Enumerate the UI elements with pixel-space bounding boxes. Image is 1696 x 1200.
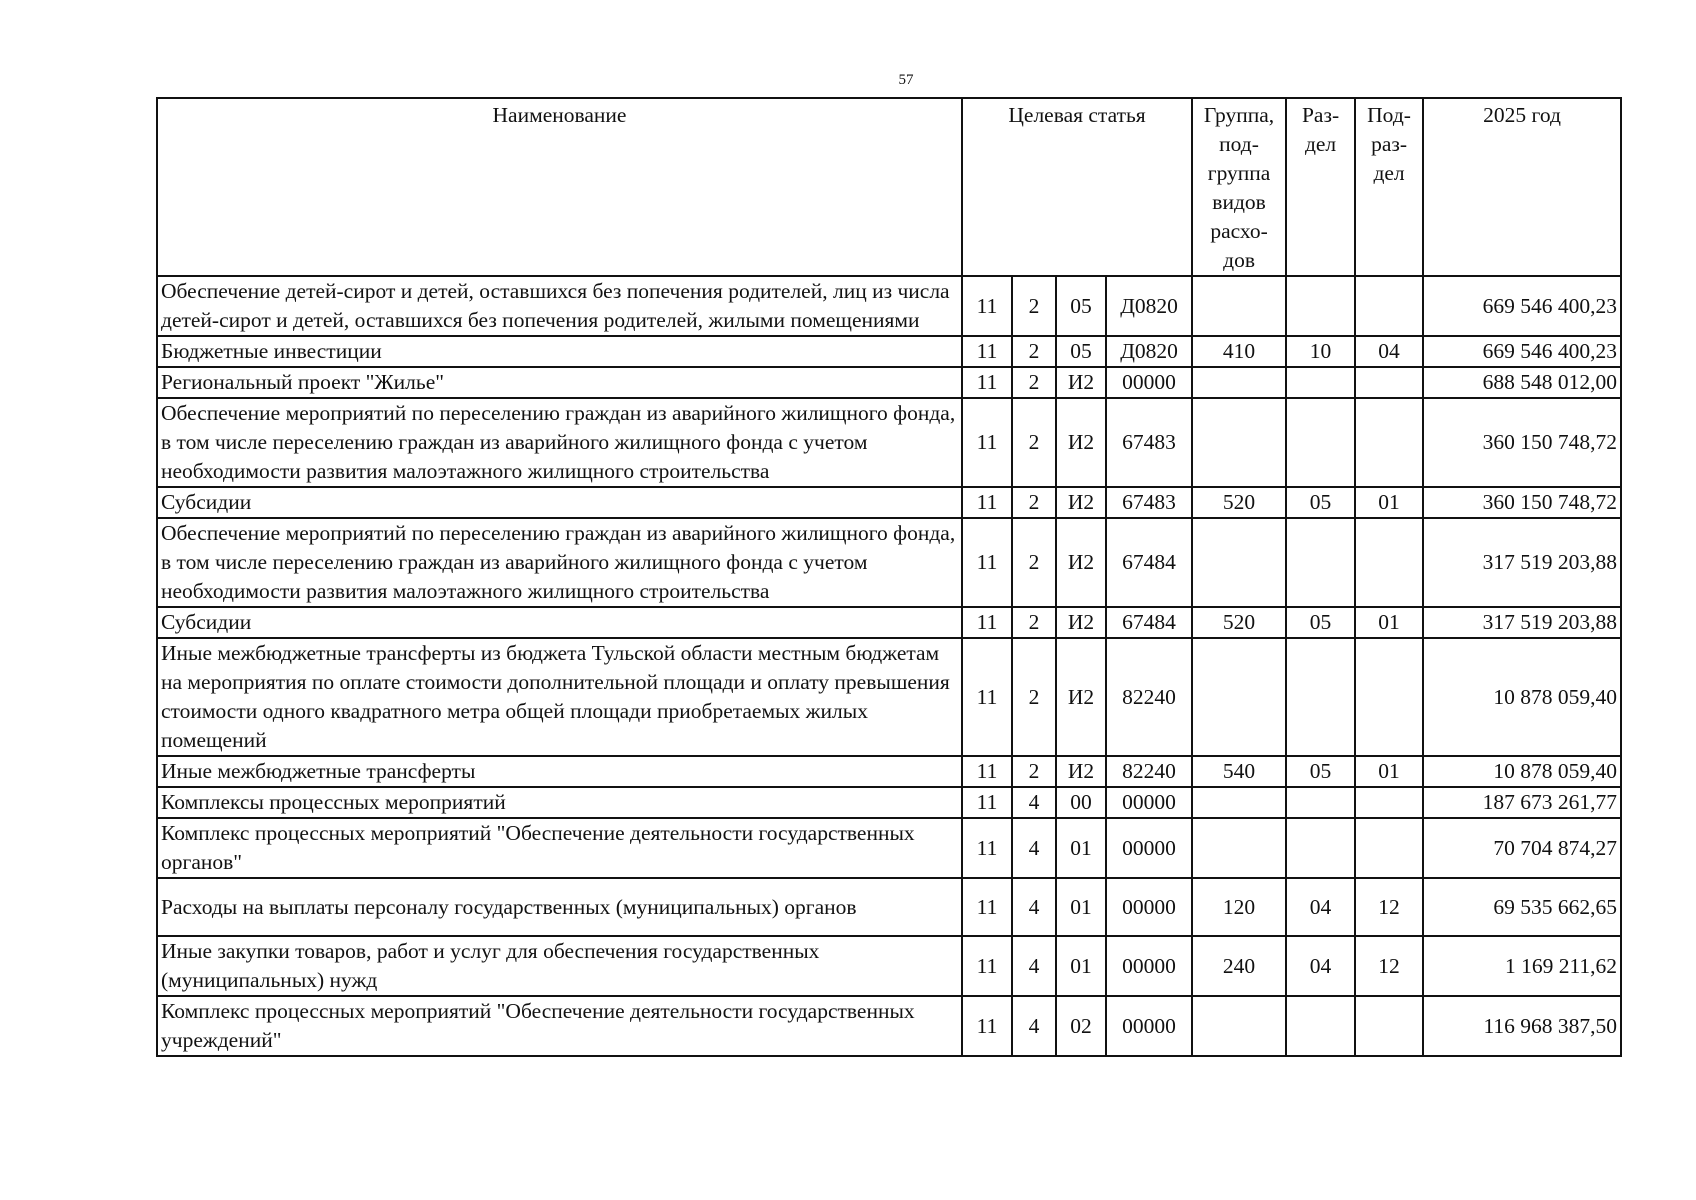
row-subsection: 12 [1355, 878, 1423, 936]
row-section: 05 [1286, 607, 1355, 638]
row-subsection: 12 [1355, 936, 1423, 996]
row-name: Иные закупки товаров, работ и услуг для обеспечения государственных (муниципальных) нужд [157, 936, 962, 996]
row-target-program: 11 [962, 936, 1012, 996]
row-target-type: 2 [1012, 607, 1056, 638]
column-header-subsection: Под-раз-дел [1355, 98, 1423, 276]
row-group: 240 [1192, 936, 1286, 996]
row-section: 04 [1286, 936, 1355, 996]
row-target-program: 11 [962, 756, 1012, 787]
row-target-direction: Д0820 [1106, 276, 1192, 336]
row-target-type: 4 [1012, 787, 1056, 818]
row-group: 410 [1192, 336, 1286, 367]
table-row [157, 367, 1621, 398]
column-header-name: Наименование [157, 98, 962, 276]
row-section [1286, 787, 1355, 818]
row-group: 520 [1192, 607, 1286, 638]
row-target-type: 4 [1012, 878, 1056, 936]
row-subsection [1355, 787, 1423, 818]
table-row [157, 276, 1621, 336]
row-target-project: И2 [1056, 607, 1106, 638]
row-section [1286, 996, 1355, 1056]
row-section [1286, 518, 1355, 607]
row-amount: 70 704 874,27 [1423, 818, 1621, 878]
row-name: Комплексы процессных мероприятий [157, 787, 962, 818]
row-target-project: 05 [1056, 276, 1106, 336]
table-row [157, 638, 1621, 756]
row-group [1192, 518, 1286, 607]
row-target-type: 2 [1012, 398, 1056, 487]
row-amount: 1 169 211,62 [1423, 936, 1621, 996]
row-amount: 69 535 662,65 [1423, 878, 1621, 936]
table-header-row [157, 98, 1621, 276]
row-amount: 317 519 203,88 [1423, 607, 1621, 638]
table-row [157, 487, 1621, 518]
table-row [157, 878, 1621, 936]
row-target-direction: 00000 [1106, 818, 1192, 878]
row-amount: 116 968 387,50 [1423, 996, 1621, 1056]
row-target-program: 11 [962, 336, 1012, 367]
row-section: 05 [1286, 487, 1355, 518]
row-name: Иные межбюджетные трансферты из бюджета Тульской области местным бюджетам на мероприятия по оплате стоимости дополнительной площади и оплату превышения стоимости одного квадратного метра общей площади приобретаемых жилых помещений [157, 638, 962, 756]
row-section [1286, 398, 1355, 487]
row-target-direction: 82240 [1106, 756, 1192, 787]
row-target-direction: 00000 [1106, 878, 1192, 936]
row-amount: 317 519 203,88 [1423, 518, 1621, 607]
row-group: 520 [1192, 487, 1286, 518]
row-amount: 360 150 748,72 [1423, 487, 1621, 518]
table-row [157, 756, 1621, 787]
row-section: 04 [1286, 878, 1355, 936]
row-target-direction: 82240 [1106, 638, 1192, 756]
row-subsection: 04 [1355, 336, 1423, 367]
row-section [1286, 818, 1355, 878]
row-target-program: 11 [962, 638, 1012, 756]
row-subsection [1355, 367, 1423, 398]
row-target-project: 01 [1056, 818, 1106, 878]
row-name: Комплекс процессных мероприятий "Обеспечение деятельности государственных учреждений" [157, 996, 962, 1056]
row-amount: 688 548 012,00 [1423, 367, 1621, 398]
row-target-project: И2 [1056, 756, 1106, 787]
row-section [1286, 638, 1355, 756]
row-section: 05 [1286, 756, 1355, 787]
row-name: Бюджетные инвестиции [157, 336, 962, 367]
row-target-project: 01 [1056, 936, 1106, 996]
row-target-type: 4 [1012, 936, 1056, 996]
row-section [1286, 367, 1355, 398]
row-name: Субсидии [157, 487, 962, 518]
row-target-program: 11 [962, 878, 1012, 936]
row-target-program: 11 [962, 367, 1012, 398]
row-group [1192, 818, 1286, 878]
table-row [157, 936, 1621, 996]
table-row [157, 398, 1621, 487]
row-subsection [1355, 276, 1423, 336]
row-amount: 10 878 059,40 [1423, 638, 1621, 756]
row-amount: 10 878 059,40 [1423, 756, 1621, 787]
table-row [157, 607, 1621, 638]
row-group: 120 [1192, 878, 1286, 936]
row-target-direction: 00000 [1106, 936, 1192, 996]
row-name: Региональный проект "Жилье" [157, 367, 962, 398]
row-subsection: 01 [1355, 756, 1423, 787]
row-target-type: 2 [1012, 756, 1056, 787]
row-target-direction: 00000 [1106, 996, 1192, 1056]
row-subsection: 01 [1355, 487, 1423, 518]
row-name: Обеспечение мероприятий по переселению граждан из аварийного жилищного фонда, в том числе переселению граждан из аварийного жилищного фонда с учетом необходимости развития малоэтажного жилищного строительства [157, 398, 962, 487]
table-row [157, 336, 1621, 367]
row-target-program: 11 [962, 398, 1012, 487]
row-target-program: 11 [962, 818, 1012, 878]
row-target-type: 2 [1012, 638, 1056, 756]
row-target-type: 2 [1012, 336, 1056, 367]
row-target-project: И2 [1056, 367, 1106, 398]
row-subsection [1355, 638, 1423, 756]
row-target-program: 11 [962, 487, 1012, 518]
column-header-year: 2025 год [1423, 98, 1621, 276]
row-subsection [1355, 518, 1423, 607]
row-amount: 669 546 400,23 [1423, 276, 1621, 336]
row-target-program: 11 [962, 518, 1012, 607]
row-target-project: 02 [1056, 996, 1106, 1056]
row-target-direction: 67483 [1106, 487, 1192, 518]
row-group [1192, 638, 1286, 756]
row-target-type: 4 [1012, 996, 1056, 1056]
row-name: Расходы на выплаты персоналу государственных (муниципальных) органов [157, 878, 962, 936]
row-target-type: 4 [1012, 818, 1056, 878]
row-name: Субсидии [157, 607, 962, 638]
row-target-project: 05 [1056, 336, 1106, 367]
row-target-project: И2 [1056, 487, 1106, 518]
row-subsection [1355, 996, 1423, 1056]
row-name: Иные межбюджетные трансферты [157, 756, 962, 787]
row-target-program: 11 [962, 787, 1012, 818]
row-amount: 187 673 261,77 [1423, 787, 1621, 818]
row-target-type: 2 [1012, 518, 1056, 607]
row-group: 540 [1192, 756, 1286, 787]
row-name: Обеспечение детей-сирот и детей, оставшихся без попечения родителей, лиц из числа детей-сирот и детей, оставшихся без попечения родителей, жилыми помещениями [157, 276, 962, 336]
row-group [1192, 996, 1286, 1056]
page-number: 57 [898, 72, 914, 88]
row-section [1286, 276, 1355, 336]
row-subsection [1355, 818, 1423, 878]
table-row [157, 818, 1621, 878]
row-target-project: 00 [1056, 787, 1106, 818]
row-target-type: 2 [1012, 276, 1056, 336]
row-amount: 669 546 400,23 [1423, 336, 1621, 367]
row-target-type: 2 [1012, 487, 1056, 518]
row-target-project: И2 [1056, 638, 1106, 756]
column-header-group: Группа, под-группа видов расхо-дов [1192, 98, 1286, 276]
row-section: 10 [1286, 336, 1355, 367]
row-target-direction: Д0820 [1106, 336, 1192, 367]
row-subsection [1355, 398, 1423, 487]
row-subsection: 01 [1355, 607, 1423, 638]
row-group [1192, 398, 1286, 487]
table-row [157, 996, 1621, 1056]
row-name: Обеспечение мероприятий по переселению граждан из аварийного жилищного фонда, в том числе переселению граждан из аварийного жилищного фонда с учетом необходимости развития малоэтажного жилищного строительства [157, 518, 962, 607]
row-target-direction: 67484 [1106, 518, 1192, 607]
row-target-project: 01 [1056, 878, 1106, 936]
row-amount: 360 150 748,72 [1423, 398, 1621, 487]
row-group [1192, 787, 1286, 818]
column-header-section: Раз-дел [1286, 98, 1355, 276]
row-target-program: 11 [962, 607, 1012, 638]
table-row [157, 518, 1621, 607]
row-target-direction: 00000 [1106, 367, 1192, 398]
row-target-project: И2 [1056, 518, 1106, 607]
row-group [1192, 276, 1286, 336]
row-target-program: 11 [962, 276, 1012, 336]
row-group [1192, 367, 1286, 398]
budget-table [156, 97, 1622, 1057]
table-row [157, 787, 1621, 818]
row-target-program: 11 [962, 996, 1012, 1056]
column-header-target: Целевая статья [962, 98, 1192, 276]
row-target-project: И2 [1056, 398, 1106, 487]
row-target-direction: 67484 [1106, 607, 1192, 638]
row-target-direction: 67483 [1106, 398, 1192, 487]
row-target-direction: 00000 [1106, 787, 1192, 818]
row-target-type: 2 [1012, 367, 1056, 398]
row-name: Комплекс процессных мероприятий "Обеспечение деятельности государственных органов" [157, 818, 962, 878]
